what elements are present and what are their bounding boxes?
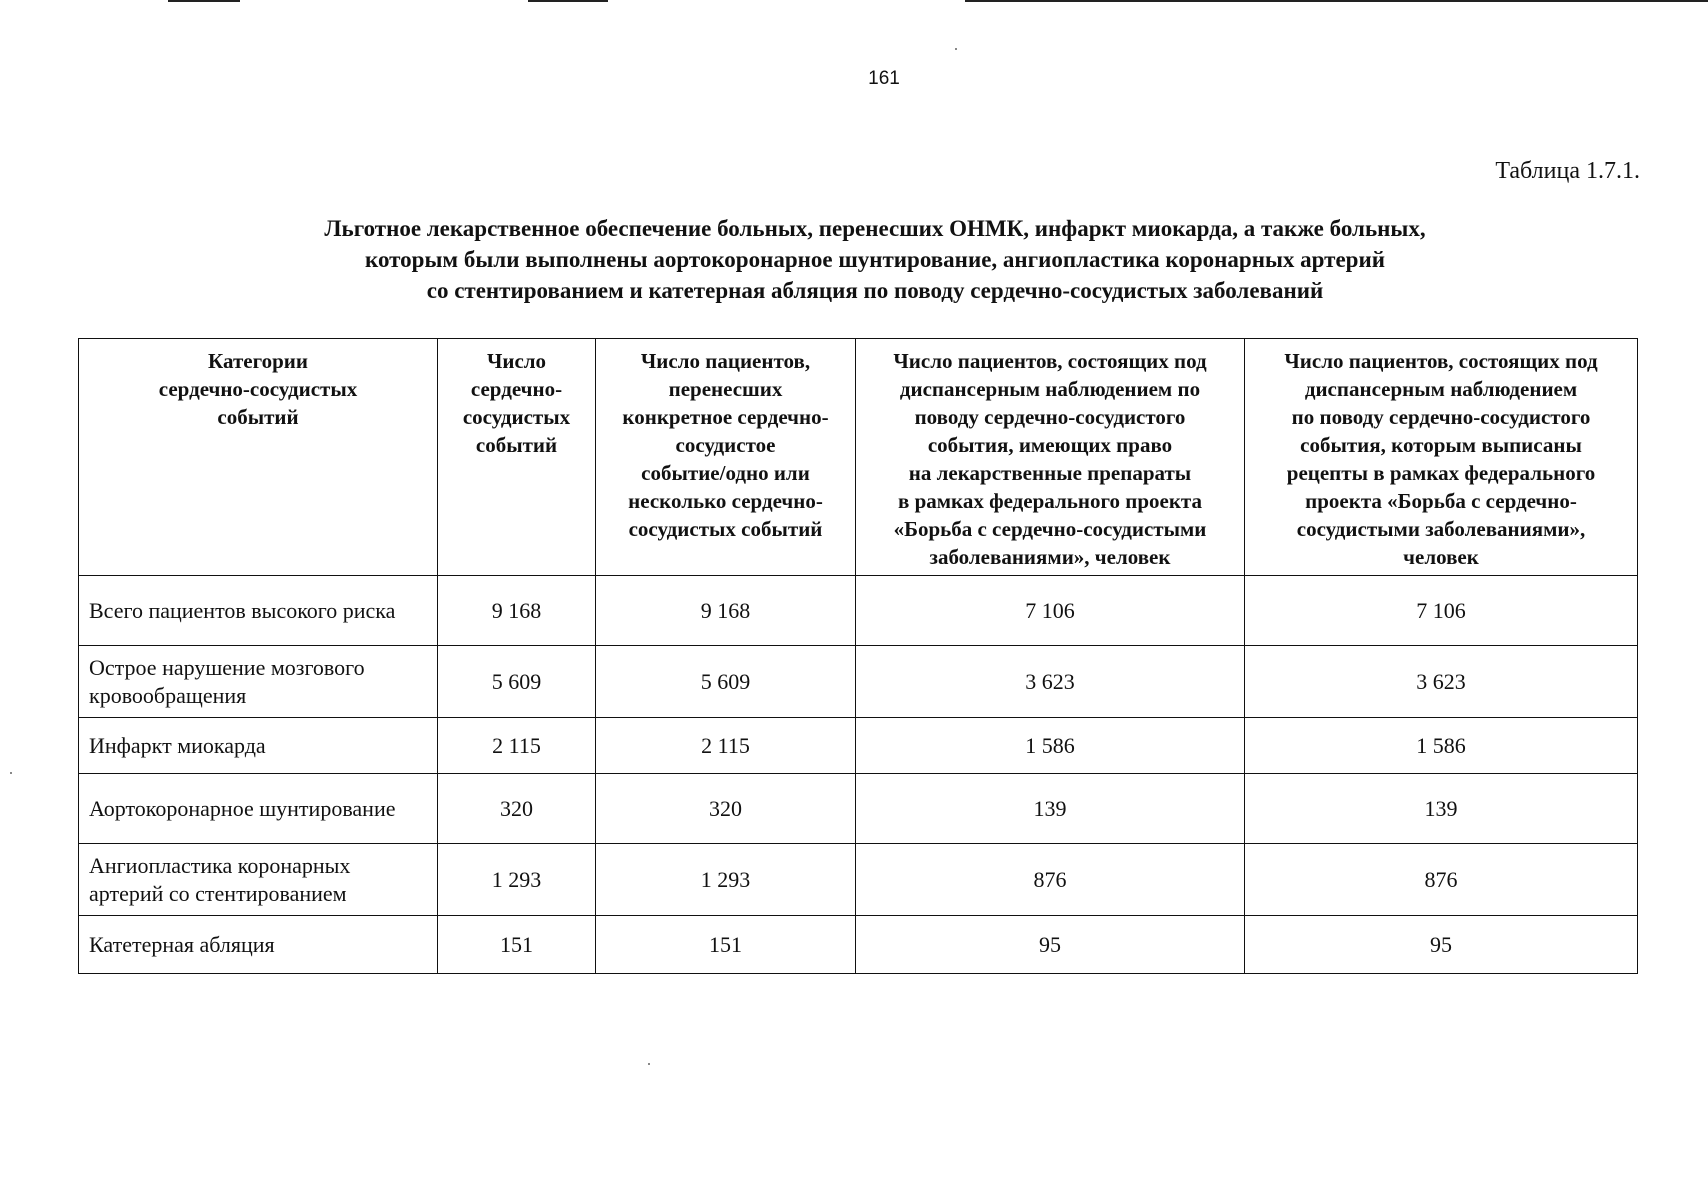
cell-value: 151 <box>596 916 856 974</box>
cell-value: 3 623 <box>1245 646 1638 718</box>
header-event-count: Число сердечно- сосудистых событий <box>438 339 596 576</box>
cell-value: 1 293 <box>438 844 596 916</box>
header-patients-with-events: Число пациентов, перенесших конкретное сердечно- сосудистое событие/одно или несколько сердечно- сосудистых событий <box>596 339 856 576</box>
table-row <box>79 576 1638 646</box>
cell-value: 95 <box>1245 916 1638 974</box>
cell-value: 2 115 <box>596 718 856 774</box>
header-patients-eligible: Число пациентов, состоящих под диспансерным наблюдением по поводу сердечно-сосудистого события, имеющих право на лекарственные препараты в рамках федерального проекта «Борьба с сердечно-сосудистыми заболеваниями», человек <box>856 339 1245 576</box>
row-category: Ангиопластика коронарных артерий со стентированием <box>79 844 438 916</box>
title-line: со стентированием и катетерная абляция по поводу сердечно-сосудистых заболеваний <box>426 278 1324 303</box>
row-category: Аортокоронарное шунтирование <box>79 774 438 844</box>
row-category: Острое нарушение мозгового кровообращения <box>79 646 438 718</box>
cell-value: 3 623 <box>856 646 1245 718</box>
cell-value: 139 <box>856 774 1245 844</box>
title-line: которым были выполнены аортокоронарное шунтирование, ангиопластика коронарных артерий <box>365 247 1385 272</box>
cell-value: 95 <box>856 916 1245 974</box>
title-line: Льготное лекарственное обеспечение больных, перенесших ОНМК, инфаркт миокарда, а также больных, <box>324 216 1426 241</box>
cell-value: 7 106 <box>1245 576 1638 646</box>
cell-value: 9 168 <box>596 576 856 646</box>
cell-value: 876 <box>856 844 1245 916</box>
scan-edge-line <box>965 0 1708 2</box>
page-number: 161 <box>868 68 900 89</box>
row-category: Всего пациентов высокого риска <box>79 576 438 646</box>
cell-value: 9 168 <box>438 576 596 646</box>
cell-value: 151 <box>438 916 596 974</box>
document-title <box>180 213 1570 306</box>
header-patients-prescribed: Число пациентов, состоящих под диспансерным наблюдением по поводу сердечно-сосудистого события, которым выписаны рецепты в рамках федерального проекта «Борьба с сердечно- сосудистыми заболеваниями», человек <box>1245 339 1638 576</box>
table-label: Таблица 1.7.1. <box>1495 158 1640 184</box>
table-row <box>79 646 1638 718</box>
cell-value: 139 <box>1245 774 1638 844</box>
cell-value: 7 106 <box>856 576 1245 646</box>
table-row <box>79 844 1638 916</box>
cell-value: 1 586 <box>1245 718 1638 774</box>
header-categories: Категории сердечно-сосудистых событий <box>79 339 438 576</box>
data-table <box>78 338 1638 974</box>
scan-speck <box>955 48 957 50</box>
cell-value: 2 115 <box>438 718 596 774</box>
cell-value: 5 609 <box>596 646 856 718</box>
cell-value: 320 <box>596 774 856 844</box>
table-row <box>79 774 1638 844</box>
cell-value: 876 <box>1245 844 1638 916</box>
scan-edge-line <box>528 0 608 2</box>
row-category: Катетерная абляция <box>79 916 438 974</box>
scan-speck <box>10 772 12 774</box>
cell-value: 1 293 <box>596 844 856 916</box>
cell-value: 1 586 <box>856 718 1245 774</box>
scan-edge-line <box>168 0 240 2</box>
table-row <box>79 916 1638 974</box>
scan-speck <box>648 1063 650 1065</box>
cell-value: 320 <box>438 774 596 844</box>
cell-value: 5 609 <box>438 646 596 718</box>
table-row <box>79 718 1638 774</box>
row-category: Инфаркт миокарда <box>79 718 438 774</box>
table-header-row <box>79 339 1638 576</box>
